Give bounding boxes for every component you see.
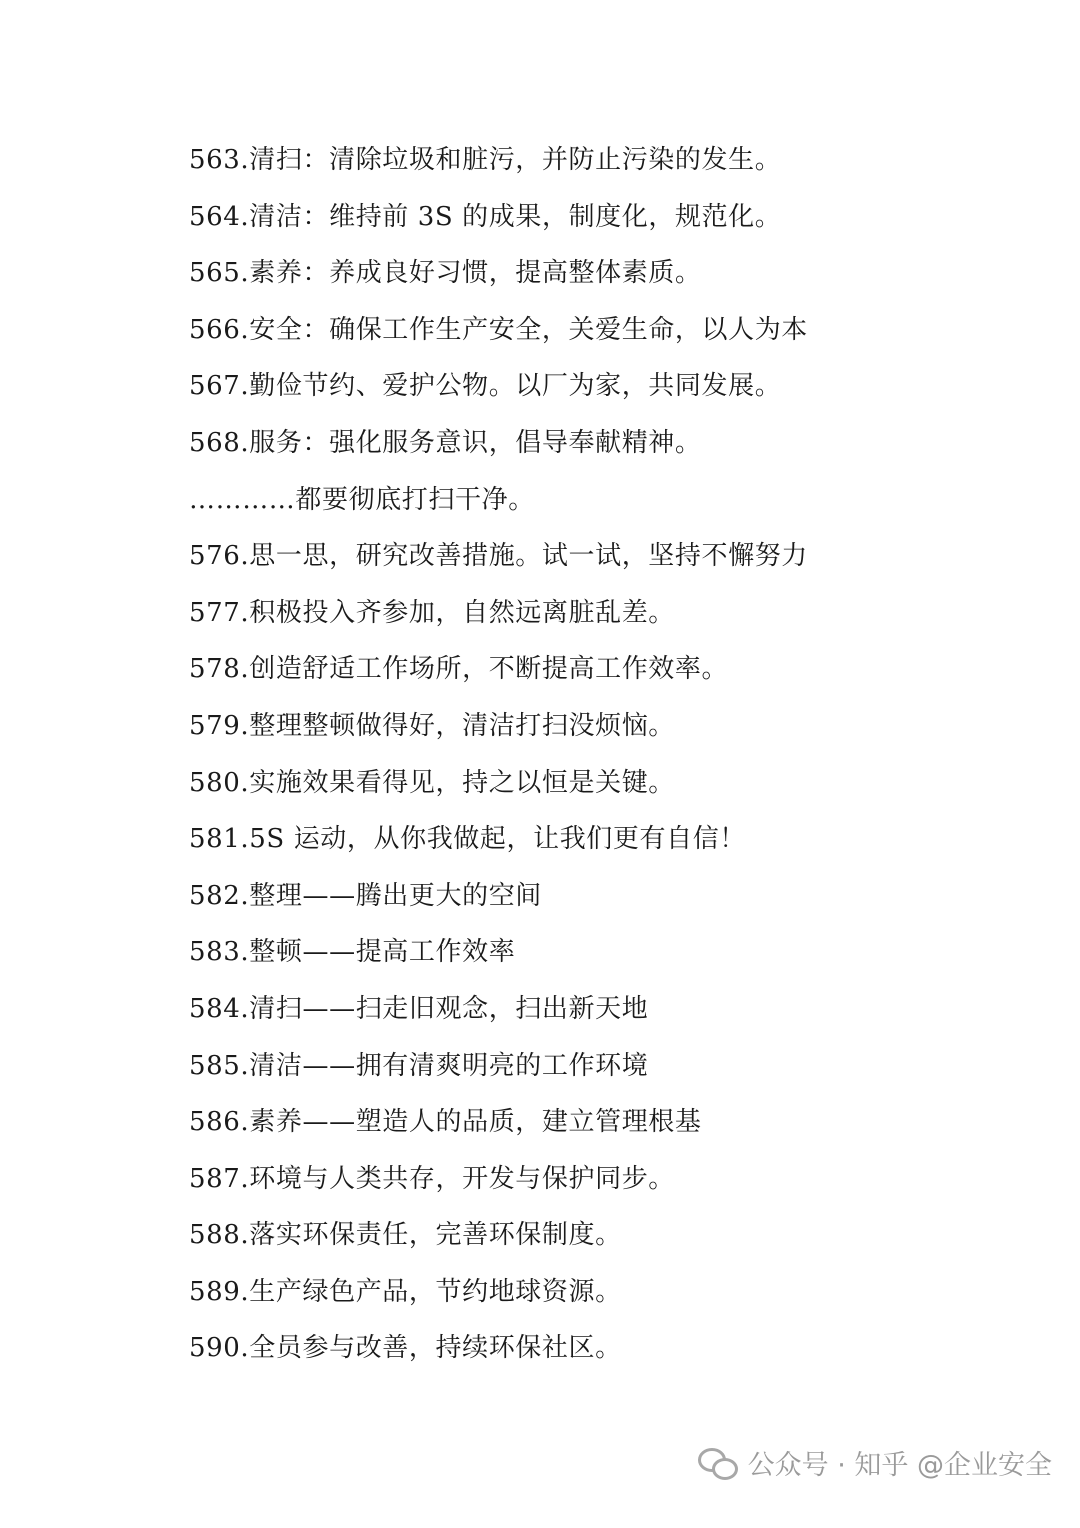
list-item: 590.全员参与改善，持续环保社区。 — [189, 1333, 622, 1364]
list-item: 587.环境与人类共存，开发与保护同步。 — [189, 1163, 675, 1194]
watermark-text: 公众号 · 知乎 @企业安全 — [747, 1450, 1052, 1481]
list-item: 576.思一思，研究改善措施。试一试，坚持不懈努力 — [189, 541, 808, 572]
list-item: 588.落实环保责任，完善环保制度。 — [189, 1220, 622, 1251]
list-item: 582.整理——腾出更大的空间 — [189, 880, 542, 911]
slogan-list — [189, 132, 808, 1377]
list-item: 563.清扫：清除垃圾和脏污，并防止污染的发生。 — [189, 145, 782, 175]
list-item: 580.实施效果看得见，持之以恒是关键。 — [189, 767, 675, 798]
list-item: …………都要彻底打扫干净。 — [189, 484, 535, 515]
list-item: 585.清洁——拥有清爽明亮的工作环境 — [189, 1050, 649, 1081]
list-item: 577.积极投入齐参加，自然远离脏乱差。 — [189, 597, 675, 628]
wechat-icon — [698, 1446, 738, 1480]
list-item: 586.素养——塑造人的品质，建立管理根基 — [189, 1107, 702, 1138]
list-item: 566.安全：确保工作生产安全，关爱生命，以人为本 — [189, 314, 808, 345]
list-item: 589.生产绿色产品，节约地球资源。 — [189, 1276, 622, 1307]
list-item: 565.素养：养成良好习惯，提高整体素质。 — [189, 258, 702, 289]
list-item: 568.服务：强化服务意识，倡导奉献精神。 — [189, 427, 702, 458]
watermark — [698, 1443, 1052, 1482]
list-item: 567.勤俭节约、爱护公物。以厂为家，共同发展。 — [189, 371, 782, 402]
list-item: 581.5S 运动，从你我做起，让我们更有自信！ — [189, 824, 746, 855]
list-item: 584.清扫——扫走旧观念，扫出新天地 — [189, 993, 649, 1024]
list-item: 578.创造舒适工作场所，不断提高工作效率。 — [189, 654, 729, 685]
list-item: 564.清洁：维持前 3S 的成果，制度化，规范化。 — [189, 201, 782, 232]
list-item: 579.整理整顿做得好，清洁打扫没烦恼。 — [189, 710, 675, 741]
list-item: 583.整顿——提高工作效率 — [189, 937, 516, 968]
